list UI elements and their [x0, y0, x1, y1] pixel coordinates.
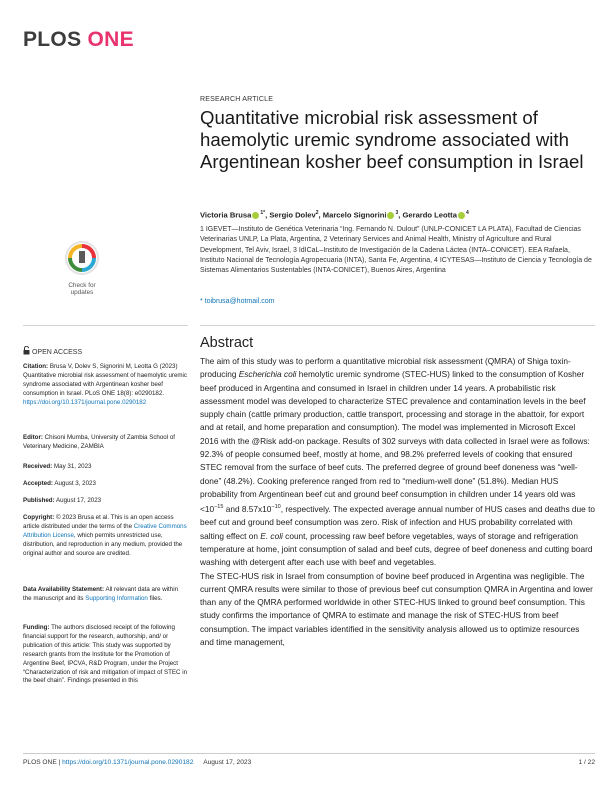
published-block [23, 497, 188, 506]
author-name: Victoria Brusa [200, 210, 252, 220]
copyright-label: Copyright: [23, 514, 55, 521]
check-updates-line1: Check for [68, 282, 96, 289]
page-footer: PLOS ONE | https://doi.org/10.1371/journal.pone.0290182 August 17, 2023 [23, 759, 252, 766]
accepted-label: Accepted: [23, 480, 53, 487]
journal-logo [23, 28, 134, 52]
citation-doi-link[interactable]: https://doi.org/10.1371/journal.pone.0290182 [23, 398, 147, 406]
logo-one: ONE [87, 28, 134, 51]
editor-label: Editor: [23, 434, 43, 441]
footer-journal: PLOS ONE [23, 759, 57, 766]
copyright-text: © 2023 Brusa et al. This is an open access article distributed under the terms of the [23, 514, 174, 530]
citation-label: Citation: [23, 363, 49, 370]
footer-date: August 17, 2023 [203, 759, 252, 766]
check-for-updates-badge[interactable] [60, 239, 104, 295]
abstract-paragraph-2: The STEC-HUS risk in Israel from consumption of bovine beef produced in Argentina was negligible. The current QMRA results were similar to those of previous beef cut consumption QMRA in Argentina and lower than any of the QMRA performed worldwide in other STEC-HUS linked to ground beef consumption. This study confirms the importance of QMRA to estimate and manage the risk of STEC-HUS from beef consumption. The impact variables identified in the sensitivity analysis allowed us to optimize resources and time management, [200, 570, 593, 647]
data-availability-block [23, 586, 188, 604]
editor-block [23, 434, 188, 452]
open-access-text: OPEN ACCESS [31, 349, 83, 356]
abstract-heading: Abstract [200, 335, 254, 351]
published-date: August 17, 2023 [56, 497, 102, 504]
footer-doi-link[interactable]: https://doi.org/10.1371/journal.pone.0290182 [62, 759, 194, 766]
sidebar-divider [23, 325, 188, 326]
article-type: RESEARCH ARTICLE [200, 96, 274, 103]
data-availability-label: Data Availability Statement: [23, 586, 105, 593]
received-block [23, 463, 188, 472]
logo-plos: PLOS [23, 28, 82, 51]
citation-block [23, 363, 188, 408]
header-divider [200, 325, 595, 326]
corresponding-email[interactable]: * toibrusa@hotmail.com [200, 298, 275, 305]
funding-label: Funding: [23, 624, 50, 631]
funding-block [23, 624, 188, 686]
species-name: Escherichia coli [238, 369, 297, 380]
check-updates-icon [60, 239, 104, 277]
author-name: Gerardo Leotta [402, 210, 457, 220]
footer-divider [23, 753, 595, 754]
author-name: Sergio Dolev [269, 210, 316, 220]
data-availability-text: All relevant data are within the manuscript and its [23, 586, 179, 602]
orcid-icon[interactable] [252, 212, 259, 219]
author-affiliation-marker: 1* [260, 210, 266, 216]
abstract-body [200, 355, 595, 649]
funding-text: The authors disclosed receipt of the following financial support for the research, authorship, and/ or publication of this article: This study was supported by research grants from the Institute for the Promotion of Argentine Beef, IPCVA, R&D Program, under the Project “Characterization of risk and mitigation of impact of STEC in the beef chain”. Findings presented in this [23, 624, 188, 685]
orcid-icon[interactable] [387, 212, 394, 219]
received-date: May 31, 2023 [53, 463, 92, 470]
check-updates-line2: updates [70, 289, 94, 296]
received-label: Received: [23, 463, 53, 470]
editor-text: Chisoni Mumba, University of Zambia School of Veterinary Medicine, ZAMBIA [23, 434, 176, 450]
page-number: 1 / 22 [578, 759, 595, 766]
published-label: Published: [23, 497, 55, 504]
accepted-block [23, 480, 188, 489]
affiliations: 1 IGEVET—Instituto de Genética Veterinaria “Ing. Fernando N. Dulout” (UNLP-CONICET LA PLATA), Facultad de Ciencias Veterinarias UNLP, La Plata, Argentina, 2 Veterinary Services and Animal Health, Ministry of Agriculture and Rural Development, Tel Aviv, Israel, 3 IdICaL–Instituto de Investigación de la Cadena Láctea (INTA–CONICET). EEA Rafaela, Instituto Nacional de Tecnología Agropecuaria (INTA), Santa Fe, Argentina, 4 ICYTESAS—Instituto de Ciencia y Tecnología de Sistemas Alimentarios Sustentables (INTA-CONICET), Buenos Aires, Argentina [200, 226, 592, 275]
open-access-label [23, 346, 82, 356]
open-lock-icon [23, 346, 30, 355]
supporting-info-link[interactable]: Supporting Information [85, 594, 148, 602]
author-affiliation-marker: 3 [395, 210, 399, 216]
abstract-paragraph-1: The aim of this study was to perform a quantitative microbial risk assessment (QMRA) of Shiga toxin-producing Escherichia coli hemolytic uremic syndrome (STEC-HUS) linked to the consumption of Kosher beef produced in Argentina and consumed in Israel in children under 14 years. A probabilistic risk assessment model was developed to characterize STEC prevalence and contamination levels in the beef supply chain (cattle primary production, cattle transport, processing and storage in the abattoir, for export and at retail, and home preparation and consumption). The model was implemented in Microsoft Excel 2016 with the @Risk add-on package. Results of 302 surveys with data collected in Israel were as follows: 92.3% of people consumed beef, mostly at home, and 98.2% preferred levels of cooking that ensured STEC removal from the surface of beef cuts. The preferred degree of ground beef doneness was “well-done” (48.2%). Cooking preference ranged from red to “medium-well done” (51.8%). Median HUS probability from Argentinean beef cut and ground beef consumption in children under 14 years old was $<10^{-15}$ and $8.57x10^{-10}$, respectively. The expected average annual number of HUS cases and deaths due to beef cut and ground beef consumption was zero. Risk of infection and HUS probability correlated with salting effect on E. coli count, processing raw beef before vegetables, ways of storage and refrigeration temperature at home, joint consumption of salad and beef cuts, degree of beef doneness and cutting board washing with detergent after each use with beef and vegetables. [200, 356, 595, 568]
species-name-short: E. coli [260, 530, 283, 541]
citation-text: Brusa V, Dolev S, Signorini M, Leotta G (2023) Quantitative microbial risk assessment of haemolytic uremic syndrome associated with Argentinean kosher beef consumption in Israel. PLoS ONE 18(8): e0290182. [23, 363, 188, 397]
article-title: Quantitative microbial risk assessment of haemolytic uremic syndrome associated with Argentinean kosher beef consumption in Israel [200, 107, 584, 172]
author-affiliation-marker: 4 [465, 210, 469, 216]
license-link[interactable]: Creative Commons Attribution License [23, 522, 187, 539]
author-affiliation-marker: 2 [315, 210, 319, 216]
copyright-text-end: , which permits unrestricted use, distribution, and reproduction in any medium, provided the original author and source are credited. [23, 531, 183, 557]
author-name: Marcelo Signorini [322, 210, 387, 220]
accepted-date: August 3, 2023 [54, 480, 96, 487]
copyright-block [23, 514, 188, 559]
author-list: Victoria Brusa $^{1*}$, Sergio Dolev$^2$, Marcelo Signorini $^3$, Gerardo Leotta $^4$ [200, 210, 469, 220]
orcid-icon[interactable] [458, 212, 465, 219]
data-availability-text-end: files. [149, 594, 163, 602]
